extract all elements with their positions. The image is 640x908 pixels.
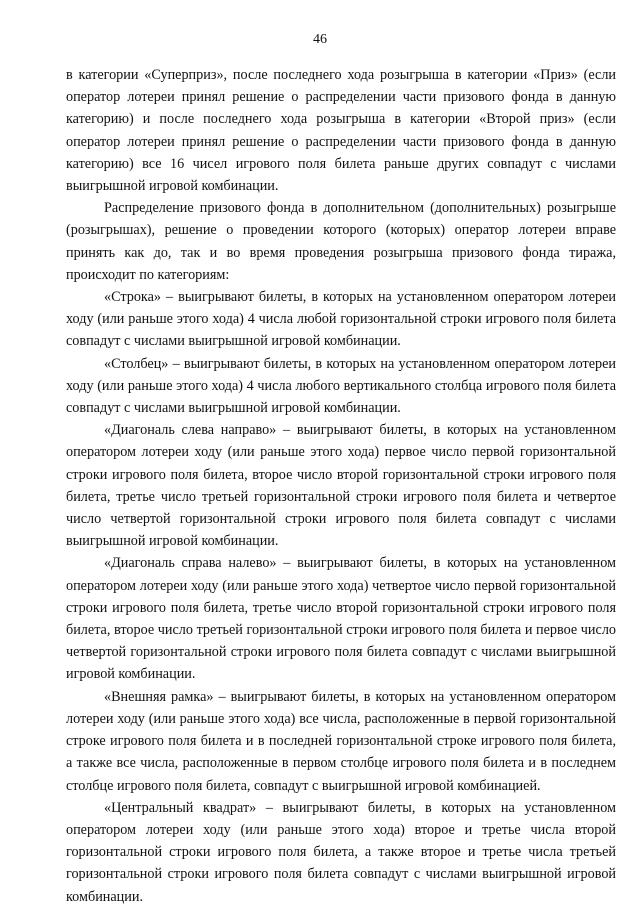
- paragraph: «Диагональ слева направо» – выигрывают билеты, в которых на установленном оператором лотереи ходу (или раньше этого хода) первое число первой горизонтальной строки игрового поля билета, второе число второй горизонтальной строки игрового поля билета, третье число третьей горизонтальной строки игрового поля билета и четвертое число четвертой горизонтальной строки игрового поля билета совпадут с числами выигрышной игровой комбинации.: [66, 422, 616, 550]
- paragraph: «Внешняя рамка» – выигрывают билеты, в которых на установленном оператором лотереи ходу (или раньше этого хода) все числа, расположенные в первой горизонтальной строке игрового поля билета и в последней горизонтальной строке игрового поля билета, а также все числа, расположенные в первом столбце игрового поля билета и в последнем столбце игрового поля билета, совпадут с выигрышной игровой комбинацией.: [66, 688, 616, 794]
- document-body: [66, 64, 616, 908]
- page-number: 46: [313, 32, 327, 47]
- paragraph: «Строка» – выигрывают билеты, в которых на установленном оператором лотереи ходу (или раньше этого хода) 4 числа любой горизонтальной строки игрового поля билета совпадут с числами выигрышной игровой комбинации.: [66, 289, 616, 350]
- paragraph: «Диагональ справа налево» – выигрывают билеты, в которых на установленном оператором лотереи ходу (или раньше этого хода) четвертое число первой горизонтальной строки игрового поля билета, третье число второй горизонтальной строки игрового поля билета, второе число третьей горизонтальной строки игрового поля билета и первое число четвертой горизонтальной строки игрового поля билета совпадут с числами выигрышной игровой комбинации.: [66, 555, 616, 683]
- paragraph: в категории «Суперприз», после последнего хода розыгрыша в категории «Приз» (если оператор лотереи принял решение о распределении части призового фонда в данную категорию) и после последнего хода розыгрыша в категории «Второй приз» (если оператор лотереи принял решение о распределении части призового фонда в данную категорию) все 16 чисел игрового поля билета раньше других совпадут с числами выигрышной игровой комбинации.: [66, 67, 616, 195]
- paragraph: Распределение призового фонда в дополнительном (дополнительных) розыгрыше (розыгрышах), решение о проведении которого (которых) оператор лотереи вправе принять как до, так и во время проведения розыгрыша призового фонда тиража, происходит по категориям:: [66, 200, 616, 283]
- paragraph: «Центральный квадрат» – выигрывают билеты, в которых на установленном оператором лотереи ходу (или раньше этого хода) второе и третье числа второй горизонтальной строки игрового поля билета, а также второе и третье числа третьей горизонтальной строки игрового поля билета совпадут с числами выигрышной игровой комбинации.: [66, 799, 616, 905]
- paragraph: «Столбец» – выигрывают билеты, в которых на установленном оператором лотереи ходу (или раньше этого хода) 4 числа любого вертикального столбца игрового поля билета совпадут с числами выигрышной игровой комбинации.: [66, 355, 616, 417]
